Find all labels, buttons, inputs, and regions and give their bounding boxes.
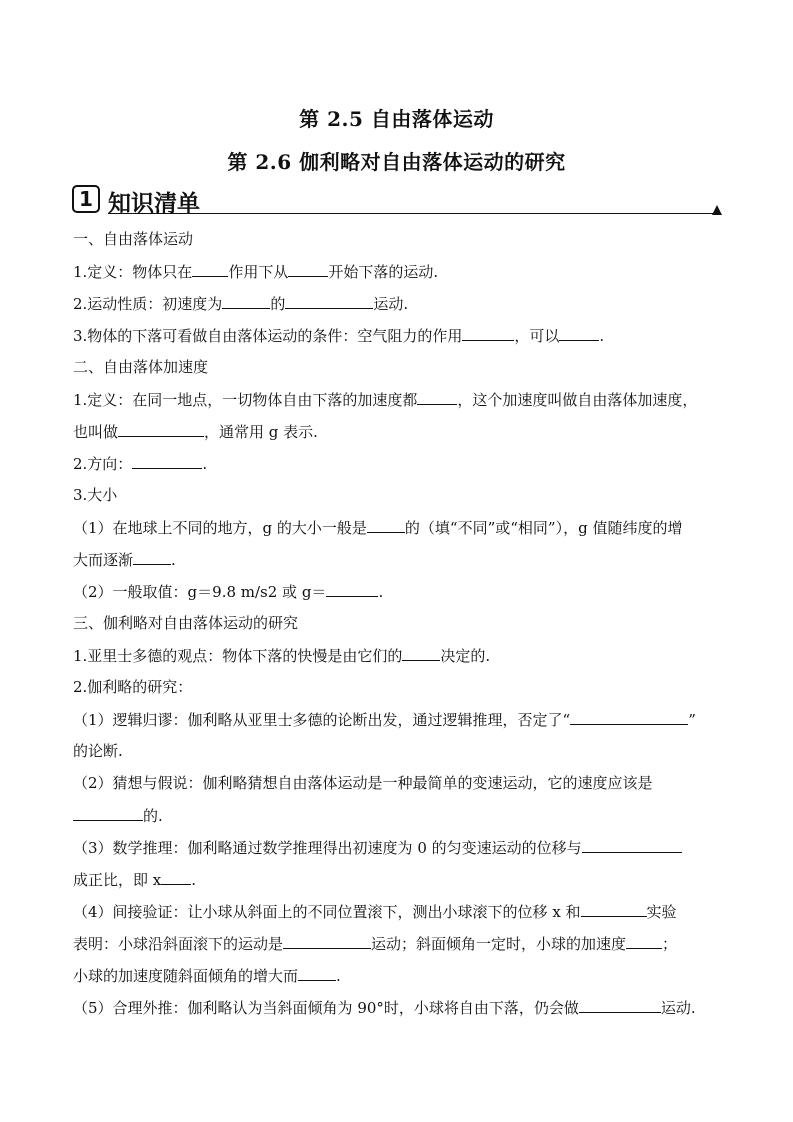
blank [582,837,682,853]
title-line-2: 第 2.6 伽利略对自由落体运动的研究 [227,150,566,174]
text-line: （1）逻辑归谬：伽利略从亚里士多德的论断出发，通过逻辑推理，否定了“ ” [73,711,696,729]
blank [118,421,204,437]
blank [285,293,373,309]
text-line: （2）一般取值：g＝9.8 m/s2 或 g＝ . [73,583,384,601]
blank [559,325,599,341]
text-line: 小球的加速度随斜面倾角的增大而 . [73,967,341,985]
text-line: 表明：小球沿斜面滚下的运动是 运动；斜面倾角一定时，小球的加速度 ； [73,935,678,953]
text-line: 2.方向： . [73,455,208,473]
blank [570,709,688,725]
section-number-badge: 1 [72,185,100,213]
blank [222,293,270,309]
blank [417,389,457,405]
blank [133,549,171,565]
text-line: 大而逐渐 . [73,551,176,569]
blank [402,645,440,661]
heading-1: 一、自由落体运动 [73,230,194,248]
text-line: 3.大小 [73,486,118,504]
section-header [72,183,722,215]
text-line: 也叫做 ，通常用 g 表示. [73,423,318,441]
text-line: （2）猜想与假说：伽利略猜想自由落体运动是一种最简单的变速运动，它的速度应该是 [73,774,653,792]
section-underline [108,213,714,214]
text-line: （4）间接验证：让小球从斜面上的不同位置滚下，测出小球滚下的位移 x 和 实验 [73,903,677,921]
blank [73,805,143,821]
triangle-icon [712,205,722,215]
blank [626,933,662,949]
text-line: 的. [73,805,163,826]
blank [288,261,328,277]
text-line: 2.伽利略的研究： [73,678,193,696]
blank [192,261,228,277]
heading-3: 三、伽利略对自由落体运动的研究 [73,614,299,632]
text-line: 成正比，即 x . [73,871,197,889]
text-line: 1.定义：物体只在 作用下从 开始下落的运动. [73,263,439,281]
text-line: 3.物体的下落可看做自由落体运动的条件：空气阻力的作用 ，可以 . [73,327,605,345]
blank [367,517,405,533]
blank [462,325,514,341]
text-line: （5）合理外推：伽利略认为当斜面倾角为 90°时，小球将自由下落，仍会做 运动. [73,999,696,1017]
blank [326,581,378,597]
title-line-1: 第 2.5 自由落体运动 [299,107,494,131]
blank [581,901,647,917]
blank [579,997,661,1013]
section-label: 知识清单 [108,191,200,217]
text-line: 2.运动性质：初速度为 的 运动. [73,295,409,313]
heading-2: 二、自由落体加速度 [73,358,209,376]
text-line: （1）在地球上不同的地方，g 的大小一般是 的（填“不同”或“相同”），g 值随纬度的增 [73,519,683,537]
blank [298,965,336,981]
text-line: 的论断. [73,742,123,760]
blank [283,933,371,949]
blank [132,453,202,469]
text-line: （3）数学推理：伽利略通过数学推理得出初速度为 0 的匀变速运动的位移与 [73,837,682,858]
text-line: 1.亚里士多德的观点：物体下落的快慢是由它们的 决定的. [73,647,491,665]
text-line: 1.定义：在同一地点，一切物体自由下落的加速度都 ，这个加速度叫做自由落体加速度， [73,391,698,409]
blank [161,869,191,885]
